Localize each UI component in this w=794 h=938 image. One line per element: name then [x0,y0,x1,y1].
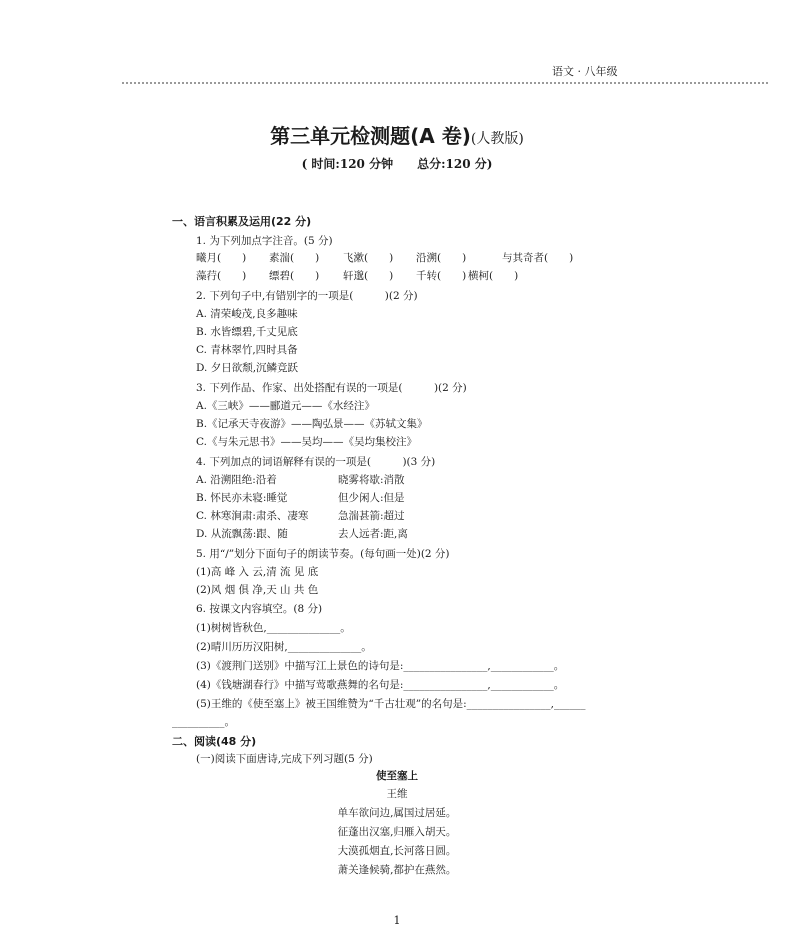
q4-option: C. 林寒涧肃:肃杀、凄寒 [196,510,309,522]
q4-option: B. 怀民亦未寝:睡觉 [196,492,288,504]
q4-stem: 4. 下列加点的词语解释有误的一项是( )(3 分) [196,456,436,468]
page-number: 1 [393,914,401,927]
section-heading-2: 二、阅读(48 分) [172,735,257,748]
q3-option: B.《记承天寺夜游》——陶弘景——《苏轼文集》 [196,418,428,430]
q4-option: 急湍甚箭:超过 [338,510,405,522]
poem-author: 王维 [386,788,408,800]
poem-line: 大漠孤烟直,长河落日圆。 [337,845,457,857]
q6-line: (2)晴川历历汉阳树,______________。 [196,641,372,653]
q6-line: (5)王维的《使至塞上》被王国维赞为“千古壮观”的名句是:________________,______ [196,698,586,710]
q2-option: C. 青林翠竹,四时具备 [196,344,298,356]
q1-item: 藻荇( ) [196,270,247,282]
q1-item: 与其奇者( ) [502,252,574,264]
poem-line: 单车欲问边,属国过居延。 [337,807,457,819]
page-title [0,120,794,149]
exam-info: ( 时间:120 分钟 总分:120 分) [301,157,493,171]
q2-option: B. 水皆缥碧,千丈见底 [196,326,298,338]
q6-line: __________。 [172,716,235,728]
q1-item: 千转( ) [416,270,467,282]
q4-option: 晓雾将歇:消散 [338,474,405,486]
q4-option: D. 从流飘荡:跟、随 [196,528,288,540]
q4-option: 去人远者:距,离 [338,528,408,540]
q5-line: (2)风 烟 俱 净,天 山 共 色 [196,584,319,596]
q1-item: 素湍( ) [269,252,320,264]
q1-stem: 1. 为下列加点字注音。(5 分) [196,235,333,247]
q1-item: 曦月( ) [196,252,247,264]
q4-option: 但少闲人:但是 [338,492,405,504]
q6-line: (4)《钱塘湖春行》中描写莺歌燕舞的名句是:________________,____________。 [196,679,565,691]
q6-stem: 6. 按课文内容填空。(8 分) [196,603,323,615]
poem-line: 萧关逢候骑,都护在燕然。 [337,864,457,876]
q1-row-1 [196,250,573,265]
q1-item: 缥碧( ) [269,270,320,282]
q3-option: A.《三峡》——郦道元——《水经注》 [196,400,375,412]
q5-line: (1)高 峰 入 云,清 流 见 底 [196,566,319,578]
q2-stem: 2. 下列句子中,有错别字的一项是( )(2 分) [196,290,418,302]
reading-intro: (一)阅读下面唐诗,完成下列习题(5 分) [196,753,373,765]
q1-item: 飞漱( ) [343,252,394,264]
header-divider [122,82,768,84]
q3-stem: 3. 下列作品、作家、出处搭配有误的一项是( )(2 分) [196,382,467,394]
header-subject: 语文 · 八年级 [552,65,618,78]
q1-item: 沿溯( ) [416,252,467,264]
q2-option: D. 夕日欲颓,沉鳞竞跃 [196,362,299,374]
q1-item: 横柯( ) [468,270,519,282]
poem-title: 使至塞上 [376,770,418,782]
q3-option: C.《与朱元思书》——吴均——《吴均集校注》 [196,436,417,448]
poem-line: 征蓬出汉塞,归雁入胡天。 [337,826,457,838]
q6-line: (3)《渡荆门送别》中描写江上景色的诗句是:________________,____________。 [196,660,565,672]
q5-stem: 5. 用“/”划分下面句子的朗读节奏。(每句画一处)(2 分) [196,548,450,560]
q1-item: 轩邈( ) [343,270,394,282]
q1-row-2 [196,268,518,283]
q6-line: (1)树树皆秋色,______________。 [196,622,351,634]
title-edition: (人教版) [470,131,524,147]
title-main: 第三单元检测题(A 卷) [270,124,471,148]
q4-option: A. 沿溯阻绝:沿着 [196,474,277,486]
section-heading-1: 一、语言积累及运用(22 分) [172,215,312,228]
q2-option: A. 清荣峻茂,良多趣味 [196,308,298,320]
